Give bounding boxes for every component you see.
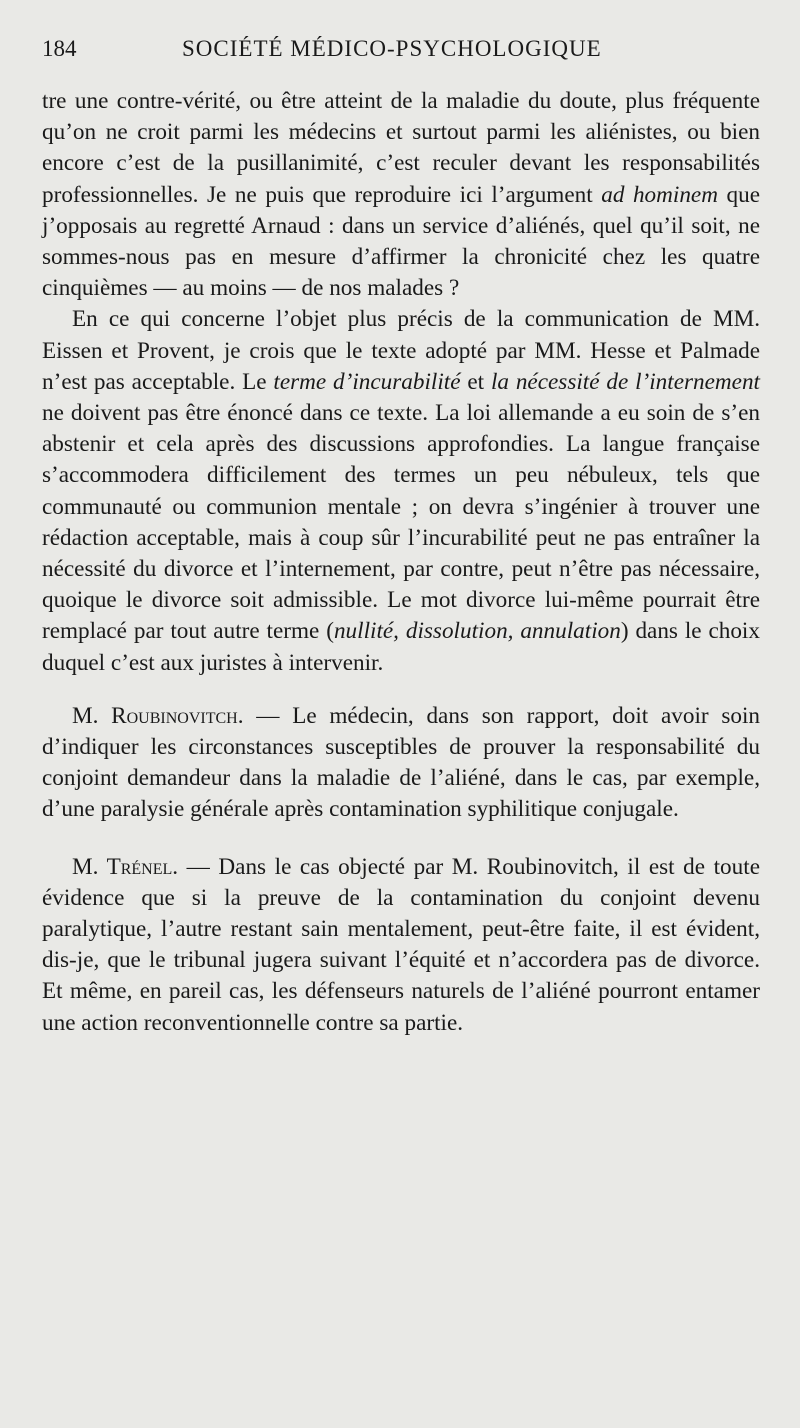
italic-phrase: ad hominem [601,181,718,208]
paragraph-text: — Dans le cas objecté par M. Roubinovitch, il est de toute évidence que si la preuve de la contamination du conjoint devenu paralytique, l’autre restant sain mentalement, peut-être faite, il est évident, dis-je, que le tribunal jugera suivant l’équité et n’accordera pas de divorce. Et même, en pareil cas, les défenseurs naturels de l’aliéné pourront entamer une action reconventionnelle contre sa partie. [42,853,760,1036]
paragraph-trenel [42,852,760,1039]
speaker-name: M. Roubinovitch. [72,702,244,729]
running-head-title: SOCIÉTÉ MÉDICO-PSYCHOLOGIQUE [182,36,602,61]
italic-phrase: la nécessité de l’internement [490,368,760,395]
paragraph-text: ) dans le choix duquel c’est aux juristes à intervenir. [42,618,760,676]
paragraph-continuation [42,86,760,304]
running-head [42,36,760,86]
paragraph-text: tre une contre-vérité, ou être atteint de la maladie du doute, plus fréquente qu’on ne croit parmi les médecins et surtout parmi les aliénistes, ou bien encore c’est de la pusillanimité, c’est reculer devant les responsabilités professionnelles. Je ne puis que reproduire ici l’argument [42,88,760,208]
paragraph-communication [42,304,760,678]
paragraph-roubinovitch [42,701,760,826]
speaker-name: M. Trénel. [72,853,179,880]
paragraph-text: ne doivent pas être énoncé dans ce texte. La loi allemande a eu soin de s’en abstenir et cela après des discussions approfondies. La langue française s’accommodera difficilement des termes un peu nébuleux, tels que communauté ou communion mentale ; on devra s’ingénier à trouver une rédaction acceptable, mais à coup sûr l’incurabilité peut ne pas entraîner la nécessité du divorce et l’internement, par contre, peut n’être pas nécessaire, quoique le divorce soit admissible. Le mot divorce lui-même pourrait être remplacé par tout autre terme ( [42,400,760,645]
paragraph-text: — Le médecin, dans son rapport, doit avoir soin d’indiquer les circonstances susceptibles de prouver la responsabilité du conjoint demandeur dans la maladie de l’aliéné, dans le cas, par exemple, d’une paralysie générale après contamination syphilitique conjugale. [42,702,761,823]
page-number: 184 [42,36,77,61]
paragraph-text: que j’opposais au regretté Arnaud : dans un service d’aliénés, quel qu’il soit, ne sommes-nous pas en mesure d’affirmer la chronicité chez les quatre cinquièmes — au moins — de nos malades ? [42,181,760,302]
paragraph-text: En ce qui concerne l’objet plus précis de la communication de MM. Eissen et Provent, je crois que le texte adopté par MM. Hesse et Palmade n’est pas acceptable. Le [42,306,760,395]
italic-phrase: nullité, dissolution, annulation [333,618,621,645]
paragraph-text: et [460,368,491,395]
italic-phrase: terme d’incurabilité [273,368,461,395]
